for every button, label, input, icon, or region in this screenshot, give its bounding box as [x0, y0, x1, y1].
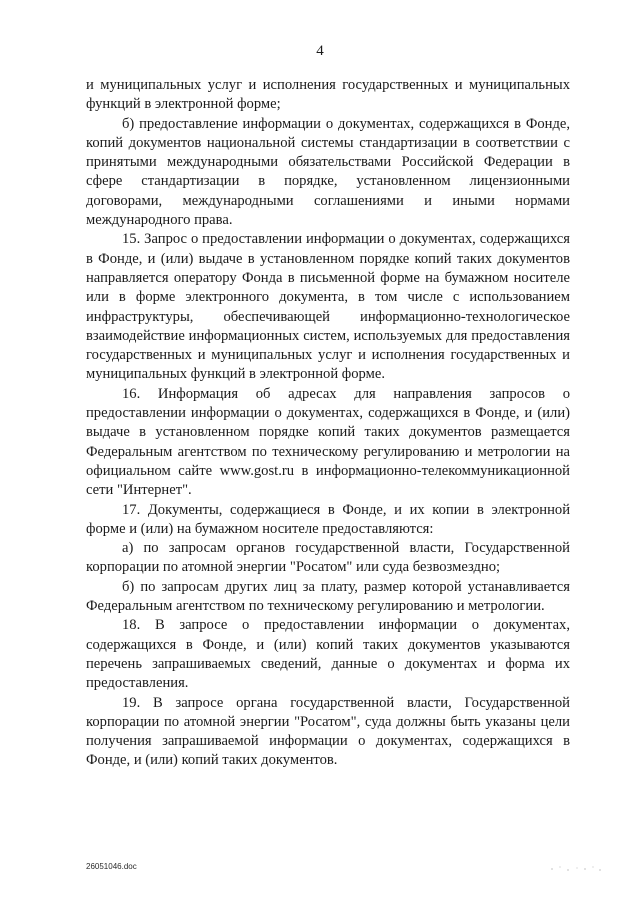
page-number: 4 [316, 43, 324, 59]
paragraph-18: 18. В запросе о предоставлении информации о документах, содержащихся в Фонде, и (или) копий таких документов указываются перечень запрашиваемых сведений, данные о документах и форма их предоставления. [86, 617, 570, 692]
paragraph-15: 15. Запрос о предоставлении информации о документах, содержащихся в Фонде, и (или) выдаче в установленном порядке копий таких документов направляется оператору Фонда в письменной форме на бумажном носителе или в форме электронного документа, в том числе с использованием инфраструктуры, обеспечивающей информационно-технологическое взаимодействие информационных систем, используемых для предоставления государственных и муниципальных услуг и исполнения государственных и муниципальных функций в электронной форме. [86, 231, 570, 383]
footer-file-name: 26051046.doc [86, 862, 137, 871]
paragraph-17-item-b: б) по запросам других лиц за плату, размер которой устанавливается Федеральным агентством по техническому регулированию и метрологии. [86, 578, 570, 615]
paragraph-17-item-a: а) по запросам органов государственной власти, Государственной корпорации по атомной энергии "Росатом" или суда безвозмездно; [86, 540, 570, 576]
paragraph-item-b: б) предоставление информации о документах, содержащихся в Фонде, копий документов национальной системы стандартизации в соответствии с принятыми международными обязательствами Российской Федерации в сфере стандартизации в порядке, установленном лицензионными договорами, международными соглашениями и иными нормами международного права. [86, 115, 570, 229]
paragraph-continuation: и муниципальных услуг и исполнения государственных и муниципальных функций в электронной форме; [86, 77, 570, 113]
paragraph-16: 16. Информация об адресах для направления запросов о предоставлении информации о документах, содержащихся в Фонде, и (или) выдаче в установленном порядке копий таких документов размещается Федеральным агентством по техническому регулированию и метрологии на официальном сайте www.gost.ru в информационно-телекоммуникационной сети "Интернет". [86, 385, 570, 499]
document-body [86, 76, 570, 771]
paragraph-19: 19. В запросе органа государственной власти, Государственной корпорации по атомной энергии "Росатом", суда должны быть указаны цели получения запрашиваемой информации о документах, содержащихся в Фонде, и (или) копий таких документов. [86, 694, 570, 769]
paragraph-17: 17. Документы, содержащиеся в Фонде, и их копии в электронной форме и (или) на бумажном носителе предоставляются: [86, 501, 570, 537]
scan-noise-marks [546, 862, 606, 874]
